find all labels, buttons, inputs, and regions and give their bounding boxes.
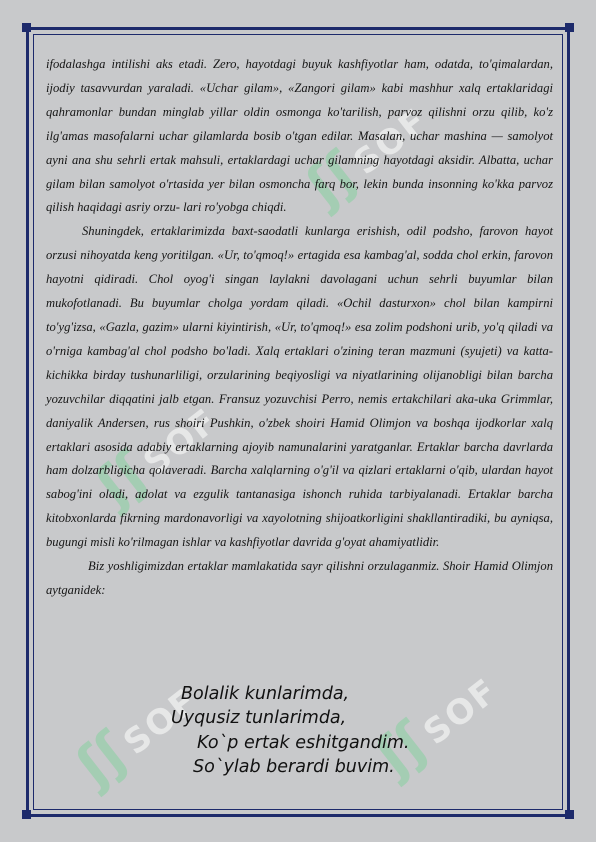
watermark-logo-icon: ʃʃ bbox=[364, 710, 439, 788]
watermark-text: SOF bbox=[346, 100, 436, 184]
paragraph-2: Shuningdek, ertaklarimizda baxt-saodatli kunlarga erishish, odil podsho, farovon hayot orzusi nihoyatda keng yoritilgan. «Ur, to'qmoq!» ertagida esa kambag'al, sodda chol erkin, farovon hayotni qidiradi. Chol oyog'i singan laylakni davolagani uchun sehrli buyumlar bilan mukofotlanadi. Bu buyumlar cholga yordam qiladi. «Ochil dasturxon» chol bilan kampirni to'yg'izsa, «Gazla, gazim» ularni kiyintirish, «Ur, to'qmoq!» esa zolim podshoni urib, yo'q qiladi va o'rniga kambag'al chol podsho bo'ladi. Xalq ertaklari o'zining teran mazmuni (syujeti) va katta-kichikka birday tushunarliligi, orzularining beqiyosligi va niyatlarining olijanobligi bilan barcha yozuvchilar diqqatini jalb etgan. Fransuz yozuvchisi Perro, nemis ertakchilari aka-uka Grimmlar, daniyalik Andersen, rus shoiri Pushkin, o'zbek shoiri Hamid Olimjon va boshqa ijodkorlar xalq ertaklari asosida adabiy ertaklarning ajoyib namunalarini yaratganlar. Ertaklar barcha davrlarda ham dolzarbligicha qolaveradi. Barcha xalqlarning o'g'il va qizlari ertaklarni o'qib, ulardan hayot sabog'ini oladi, adolat va ezgulik tantanasiga ishonch ruhida tarbiyalanadi. Ertaklar barcha kitobxonlarda fikrning mardonavorligi va xayolotning shijoatkorligini shakllantiradiki, bu ayniqsa, bugungi misli ko'rilmagan ishlar va kashfiyotlar davrida g'oyat ahamiyatlidir. bbox=[46, 224, 553, 550]
document-body bbox=[46, 53, 553, 603]
paragraph-3: Biz yoshligimizdan ertaklar mamlakatida sayr qilishni orzulaganmiz. Shoir Hamid Olimjon aytganidek: bbox=[46, 559, 553, 597]
poem-line-1: Bolalik kunlarimda, bbox=[181, 684, 350, 704]
border-corner-top-right bbox=[565, 23, 574, 32]
poem-line-3: Ko`p ertak eshitgandim. bbox=[197, 733, 410, 753]
watermark-text: SOF bbox=[136, 400, 226, 484]
watermark-text: SOF bbox=[416, 670, 506, 754]
watermark-text: SOF bbox=[116, 680, 206, 764]
watermark-logo-icon: ʃʃ bbox=[64, 720, 139, 798]
poem-line-2: Uyqusiz tunlarimda, bbox=[171, 708, 347, 728]
border-corner-top-left bbox=[22, 23, 31, 32]
border-corner-bottom-right bbox=[565, 810, 574, 819]
paragraph-1: ifodalashga intilishi aks etadi. Zero, hayotdagi buyuk kashfiyotlar ham, odatda, to'qimalardan, ijodiy tasavvurdan yaraladi. «Uchar gilam», «Zangori gilam» kabi mashhur xalq ertaklaridagi qahramonlar bundan minglab yillar oldin osmonga ko'tarilish, parvoz qilishni orzu qilib, ko'z ilg'amas masofalarni uchar gilamlarda bosib o'tgan edilar. Masalan, uchar mashina — samolyot ayni ana shu sehrli ertak mahsuli, ertaklardagi uchar gilamning hayotdagi aksidir. Albatta, uchar gilam bilan samolyot o'rtasida yer bilan osmoncha farq bor, lekin bunda insonning ko'kka parvoz qilish haqidagi asriy orzu- lari ro'yobga chiqdi. bbox=[46, 57, 553, 215]
border-corner-bottom-left bbox=[22, 810, 31, 819]
watermark-logo-icon: ʃʃ bbox=[84, 440, 159, 518]
poem-line-4: So`ylab berardi buvim. bbox=[193, 757, 395, 777]
watermark-logo-icon: ʃʃ bbox=[294, 140, 369, 218]
